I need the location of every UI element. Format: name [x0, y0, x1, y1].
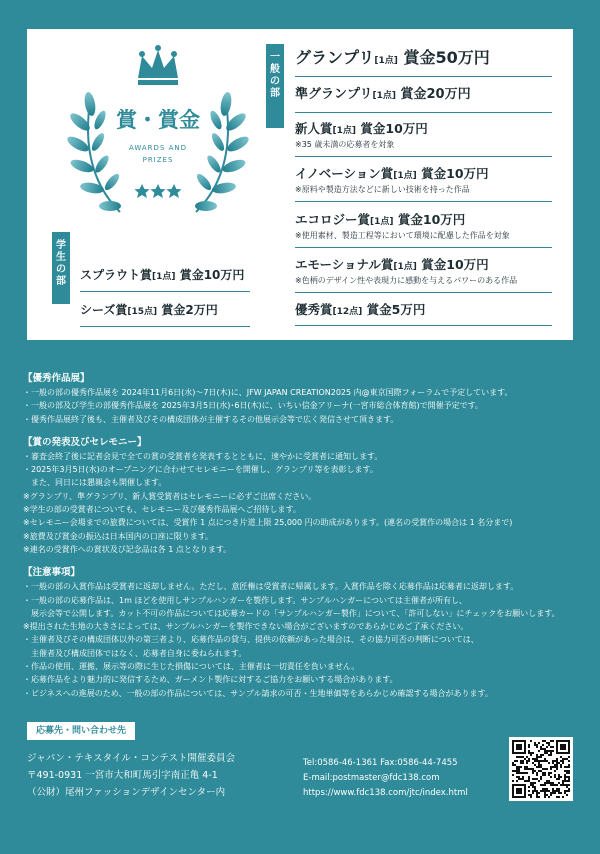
prize-amount: 賞金10万円	[360, 121, 428, 136]
prize-grand	[295, 45, 552, 77]
section-line: ・優秀作品展終了後も、主催者及びその構成団体が主催するその他展示会等で広く発信させて頂きます。	[23, 414, 399, 424]
prize-name: スプラウト賞	[80, 268, 153, 282]
section-line: ・一般の部の入賞作品は受賞者に返却しません。ただし、意匠権は受賞者に帰属します。入賞作品を除く応募作品は応募者に返却します。	[23, 582, 519, 592]
section-line: 主催者及び構成団体ではなく、応募者自身に委ねられます。	[23, 648, 247, 658]
section-line: ・ビジネスへの進展のため、一般の部の作品については、サンプル請求の可否・生地単価等をあらかじめ確認する場合があります。	[23, 688, 493, 698]
section-line: ・一般の部及び学生の部優秀作品展を 2025年3月5日(水)･6日(木)に、いちい信金アリーナ(一宮市総合体育館)で開催予定です。	[23, 401, 483, 411]
prize-name: エコロジー賞	[295, 212, 371, 227]
section-line: ※旅費及び賞金の振込は日本国内の口座に限ります。	[23, 531, 214, 541]
info-sections	[23, 372, 578, 710]
section-line: ・応募作品をより魅力的に発信するため、ガーメント製作に対するご協力をお願いする場合があります。	[23, 675, 398, 685]
prize-amount: 賞金5万円	[366, 302, 426, 317]
prize-amount: 賞金50万円	[403, 48, 490, 67]
section-line: ※セレモニー会場までの旅費については、受賞作 1 点につき片道上限 25,000 円の助成があります。(連名の受賞作の場合は 1 名分まで)	[23, 518, 513, 528]
prize-note: ※色柄のデザイン性や表現力に感動を与えるパワーのある作品	[295, 276, 518, 285]
section-line: ・作品の使用、運搬、展示等の際に生じた損傷については、主催者は一切責任を負いません。	[23, 662, 360, 672]
prize-amount: 賞金2万円	[161, 303, 218, 317]
prize-name: 優秀賞	[295, 302, 333, 317]
prize-note: ※使用素材、製造工程等において環境に配慮した作品を対象	[295, 231, 510, 240]
section-notes	[23, 566, 578, 700]
section-line: ※連名の受賞作への賞状及び記念品は各 1 点となります。	[23, 544, 232, 554]
emblem-title: 賞・賞金	[116, 108, 200, 132]
prize-name: エモーショナル賞	[295, 257, 394, 272]
prize-emotional	[295, 255, 552, 293]
prize-excellence	[295, 300, 552, 326]
prize-newcomer	[295, 119, 552, 157]
section-line: ・一般の部の優秀作品展を 2024年11月6日(水)〜7日(木)に、JFW JAPAN CREATION2025 内@東京国際フォーラムで予定しています。	[23, 388, 513, 397]
section-exhibition	[23, 372, 578, 426]
section-line: 展示会等で公開します。カット不可の作品については応募カードの「サンプルハンガー製作」について、「許可しない」にチェックをお願いします。	[23, 608, 560, 618]
prize-count: [1点]	[152, 272, 176, 282]
section-line: ※グランプリ、準グランプリ、新人賞受賞者はセレモニーに必ずご出席ください。	[23, 491, 317, 501]
prize-seeds	[80, 301, 250, 327]
star-icon	[134, 184, 181, 198]
prize-amount: 賞金10万円	[179, 268, 245, 282]
prize-count: [1点]	[372, 91, 396, 101]
section-heading: 【注意事項】	[23, 567, 81, 579]
emblem-subtitle-line2: PRIZES	[142, 156, 174, 164]
contact-details	[303, 756, 468, 801]
section-ceremony	[23, 436, 578, 556]
section-heading: 【優秀作品展】	[23, 373, 90, 384]
prize-name: イノベーション賞	[295, 166, 394, 181]
prize-note: ※原料や製造方法などに新しい技術を持った作品	[295, 185, 470, 194]
section-line: また、同日には懇親会も開催します。	[23, 478, 167, 488]
category-student-tag: 学生の部	[52, 232, 70, 304]
prize-innovation	[295, 164, 552, 202]
contact-badge: 応募先・問い合わせ先	[27, 722, 135, 740]
organizer-center: （公財）尾州ファッションデザインセンター内	[27, 787, 226, 798]
prize-count: [1点]	[374, 56, 398, 66]
awards-emblem	[60, 42, 256, 228]
organizer-address: 〒491-0931 一宮市大和町馬引字南正亀 4-1	[27, 770, 218, 781]
prize-note: ※35 歳未満の応募者を対象	[295, 140, 395, 149]
section-line: ・主催者及びその構成団体以外の第三者より、応募作品の貸与、提供の依頼があった場合は、その協力可否の判断については、	[23, 635, 479, 645]
prize-name: シーズ賞	[80, 303, 128, 317]
organizer-name: ジャパン・テキスタイル・コンテスト開催委員会	[27, 753, 236, 764]
prize-count: [15点]	[127, 307, 158, 317]
emblem-subtitle-line1: AWARDS AND	[128, 144, 188, 152]
prize-ecology	[295, 210, 552, 248]
section-line: ・2025年3月5日(水)のオープニングに合わせてセレモニーを開催し、グランプリ等を表彰します。	[23, 465, 378, 475]
section-line: ※提出された生地の大きさによっては、サンプルハンガーを製作できない場合がございますのであらかじめご了承ください。	[23, 622, 469, 632]
prize-sprout	[80, 266, 250, 292]
section-line: ・審査会終了後に記者会見で全ての賞の受賞者を発表するとともに、速やかに受賞者に通知します。	[23, 451, 383, 461]
emblem-subtitle	[60, 142, 256, 166]
prize-semi-grand	[295, 83, 552, 113]
crown-icon	[138, 45, 178, 85]
category-general-tag: 一般の部	[266, 44, 284, 128]
prize-count: [12点]	[332, 307, 363, 317]
prize-name: グランプリ	[295, 48, 375, 67]
prize-count: [1点]	[370, 217, 394, 227]
prize-amount: 賞金10万円	[421, 257, 489, 272]
prize-name: 新人賞	[295, 121, 333, 136]
email-link[interactable]: E-mail:postmaster@fdc138.com	[303, 773, 440, 783]
section-heading: 【賞の発表及びセレモニー】	[23, 436, 147, 448]
prize-name: 準グランプリ	[295, 87, 373, 102]
section-line: ※学生の部の受賞者についても、セレモニー及び優秀作品展へご招待します。	[23, 505, 301, 515]
prize-count: [1点]	[393, 262, 417, 272]
organizer-info	[27, 750, 235, 801]
prize-count: [1点]	[393, 171, 417, 181]
tel-fax: Tel:0586-46-1361 Fax:0586-44-7455	[303, 758, 458, 768]
qr-code-graphic	[512, 740, 570, 798]
website-link[interactable]: https://www.fdc138.com/jtc/index.html	[303, 788, 468, 798]
prize-amount: 賞金20万円	[400, 87, 471, 102]
laurel-wreath-icon	[60, 42, 256, 228]
prize-amount: 賞金10万円	[397, 212, 466, 227]
prize-count: [1点]	[332, 126, 357, 136]
qr-code-icon[interactable]	[509, 737, 573, 801]
prize-amount: 賞金10万円	[421, 166, 489, 181]
section-line: ・一般の部の応募作品は、1m ほどを使用しサンプルハンガーを製作します。サンプルハンガーについては主催者が所有し、	[23, 595, 468, 605]
